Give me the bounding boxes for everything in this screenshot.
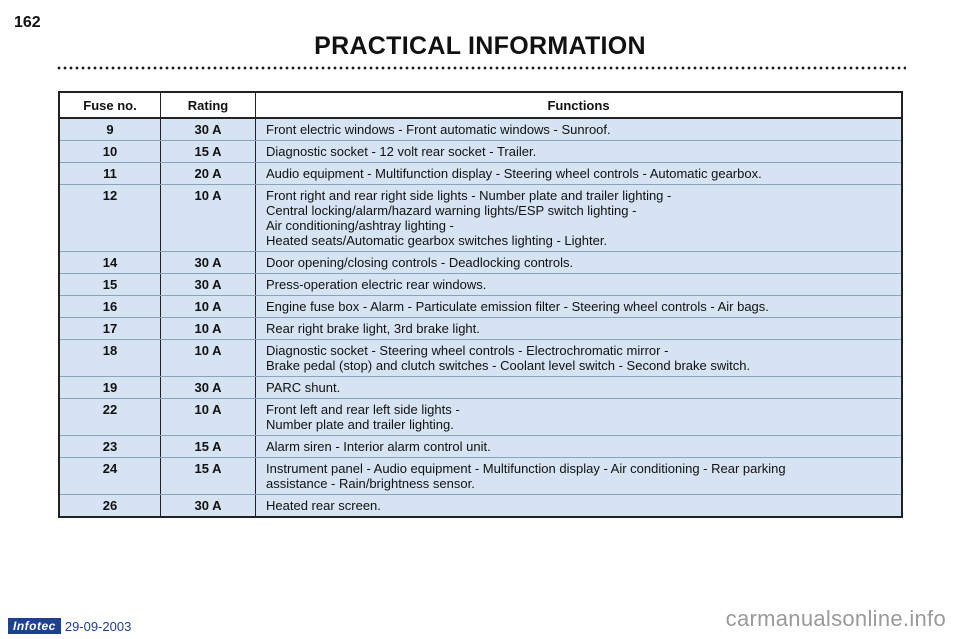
fuse-number-cell: 22 — [59, 399, 161, 436]
fuse-functions-cell — [256, 377, 903, 399]
table-row — [59, 252, 902, 274]
function-line: Door opening/closing controls - Deadlocking controls. — [266, 255, 574, 270]
watermark: carmanualsonline.info — [725, 606, 946, 631]
fuse-functions-cell — [256, 141, 903, 163]
fuse-number-cell: 14 — [59, 252, 161, 274]
header-fuse-no: Fuse no. — [59, 92, 161, 118]
fuse-rating-cell: 30 A — [161, 252, 256, 274]
function-line: Heated seats/Automatic gearbox switches lighting - Lighter. — [266, 233, 608, 248]
fuse-functions-cell — [256, 458, 903, 495]
fuse-number-cell: 12 — [59, 185, 161, 252]
fuse-number-cell: 9 — [59, 118, 161, 141]
fuse-table-body — [59, 118, 902, 517]
fuse-rating-cell: 15 A — [161, 141, 256, 163]
fuse-rating-cell: 15 A — [161, 458, 256, 495]
function-line: Engine fuse box - Alarm - Particulate emission filter - Steering wheel controls - Air bags. — [266, 299, 769, 314]
fuse-number-cell: 15 — [59, 274, 161, 296]
table-row — [59, 185, 902, 252]
function-line: Front left and rear left side lights - — [266, 402, 460, 417]
table-row — [59, 458, 902, 495]
fuse-functions-cell — [256, 118, 903, 141]
function-line: PARC shunt. — [266, 380, 341, 395]
function-line: Alarm siren - Interior alarm control unit. — [266, 439, 491, 454]
table-row — [59, 340, 902, 377]
fuse-rating-cell: 10 A — [161, 185, 256, 252]
table-header-row — [59, 92, 902, 118]
fuse-functions-cell — [256, 399, 903, 436]
function-line: Number plate and trailer lighting. — [266, 417, 454, 432]
fuse-functions-cell — [256, 185, 903, 252]
fuse-number-cell: 11 — [59, 163, 161, 185]
header-rating: Rating — [161, 92, 256, 118]
function-line: Press-operation electric rear windows. — [266, 277, 487, 292]
page-number: 162 — [14, 14, 41, 31]
fuse-rating-cell: 10 A — [161, 318, 256, 340]
fuse-rating-cell: 30 A — [161, 118, 256, 141]
fuse-functions-cell — [256, 436, 903, 458]
table-row — [59, 296, 902, 318]
fuse-number-cell: 26 — [59, 495, 161, 518]
function-line: Diagnostic socket - 12 volt rear socket - Trailer. — [266, 144, 537, 159]
fuse-functions-cell — [256, 318, 903, 340]
table-row — [59, 377, 902, 399]
table-row — [59, 274, 902, 296]
table-row — [59, 318, 902, 340]
fuse-functions-cell — [256, 252, 903, 274]
fuse-functions-cell — [256, 296, 903, 318]
function-line: Instrument panel - Audio equipment - Multifunction display - Air conditioning - Rear parking — [266, 461, 786, 476]
footer-date: 29-09-2003 — [64, 618, 132, 634]
table-row — [59, 399, 902, 436]
fuse-rating-cell: 20 A — [161, 163, 256, 185]
fuse-number-cell: 23 — [59, 436, 161, 458]
fuse-rating-cell: 10 A — [161, 296, 256, 318]
function-line: Front electric windows - Front automatic windows - Sunroof. — [266, 122, 611, 137]
function-line: Central locking/alarm/hazard warning lights/ESP switch lighting - — [266, 203, 637, 218]
function-line: Diagnostic socket - Steering wheel controls - Electrochromatic mirror - — [266, 343, 669, 358]
function-line: Front right and rear right side lights - Number plate and trailer lighting - — [266, 188, 672, 203]
fuse-number-cell: 17 — [59, 318, 161, 340]
page-title: PRACTICAL INFORMATION — [314, 32, 646, 60]
table-row — [59, 495, 902, 518]
fuse-number-cell: 19 — [59, 377, 161, 399]
fuse-functions-cell — [256, 274, 903, 296]
function-line: assistance - Rain/brightness sensor. — [266, 476, 475, 491]
fuse-number-cell: 10 — [59, 141, 161, 163]
table-row — [59, 141, 902, 163]
fuse-table — [58, 91, 903, 518]
fuse-rating-cell: 15 A — [161, 436, 256, 458]
fuse-functions-cell — [256, 163, 903, 185]
fuse-functions-cell — [256, 340, 903, 377]
fuse-functions-cell — [256, 495, 903, 518]
dotted-divider — [56, 66, 906, 70]
function-line: Rear right brake light, 3rd brake light. — [266, 321, 480, 336]
fuse-rating-cell: 10 A — [161, 399, 256, 436]
fuse-rating-cell: 10 A — [161, 340, 256, 377]
function-line: Audio equipment - Multifunction display - Steering wheel controls - Automatic gearbox. — [266, 166, 762, 181]
fuse-rating-cell: 30 A — [161, 274, 256, 296]
fuse-number-cell: 24 — [59, 458, 161, 495]
function-line: Air conditioning/ashtray lighting - — [266, 218, 454, 233]
header-functions: Functions — [256, 92, 903, 118]
table-row — [59, 436, 902, 458]
fuse-number-cell: 18 — [59, 340, 161, 377]
fuse-number-cell: 16 — [59, 296, 161, 318]
table-row — [59, 163, 902, 185]
fuse-rating-cell: 30 A — [161, 377, 256, 399]
function-line: Brake pedal (stop) and clutch switches - Coolant level switch - Second brake switch. — [266, 358, 751, 373]
table-row — [59, 118, 902, 141]
infotec-logo: Infotec — [8, 618, 61, 634]
footer — [8, 618, 131, 634]
fuse-rating-cell: 30 A — [161, 495, 256, 518]
function-line: Heated rear screen. — [266, 498, 381, 513]
